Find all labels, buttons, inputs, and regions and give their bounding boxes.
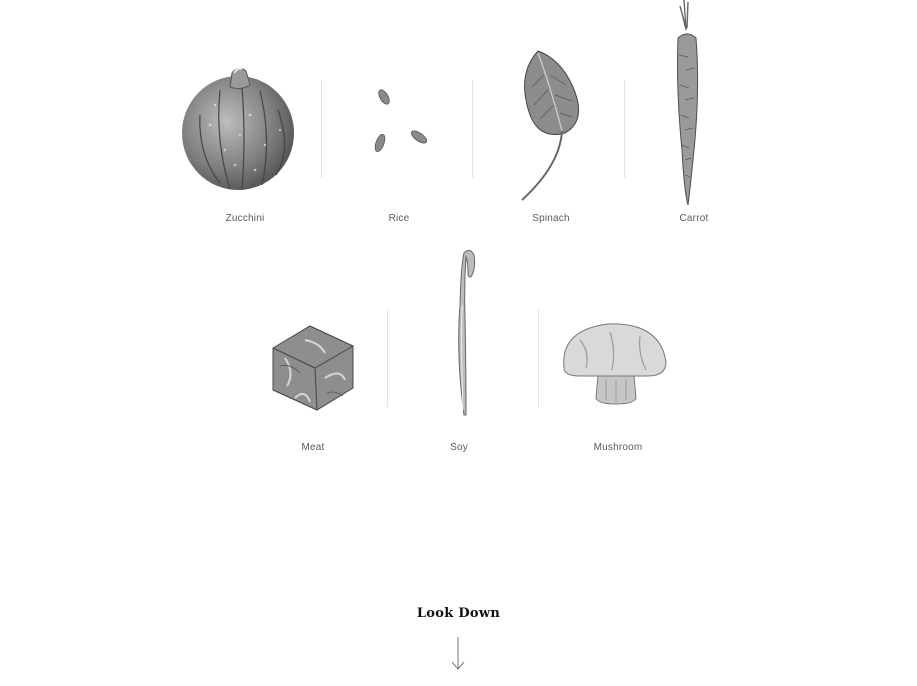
ingredient-meat[interactable] (250, 310, 380, 460)
divider (472, 80, 473, 178)
ingredient-label: Spinach (532, 213, 570, 224)
ingredient-label: Soy (450, 442, 468, 453)
ingredient-mushroom[interactable] (555, 310, 685, 460)
zucchini-illustration (180, 55, 300, 195)
spinach-illustration (510, 45, 590, 205)
ingredient-soy[interactable] (400, 245, 520, 460)
ingredient-rice[interactable] (340, 80, 460, 230)
ingredient-label: Zucchini (225, 213, 265, 224)
ingredient-label: Mushroom (593, 442, 643, 453)
divider (387, 309, 388, 407)
carrot-illustration (670, 0, 710, 210)
ingredient-label: Rice (388, 213, 410, 224)
look-down-heading[interactable]: Look Down (416, 606, 501, 621)
mushroom-illustration (560, 320, 670, 410)
ingredient-label: Meat (301, 442, 325, 453)
meat-illustration (265, 318, 360, 413)
ingredient-zucchini[interactable] (170, 50, 320, 230)
ingredient-carrot[interactable] (640, 0, 750, 230)
rice-illustration (370, 85, 440, 165)
ingredient-label: Carrot (679, 213, 709, 224)
soy-illustration (448, 245, 478, 420)
arrow-down-icon[interactable] (450, 636, 466, 672)
ingredient-spinach[interactable] (490, 45, 610, 230)
divider (624, 80, 625, 178)
divider (321, 80, 322, 178)
divider (538, 309, 539, 407)
